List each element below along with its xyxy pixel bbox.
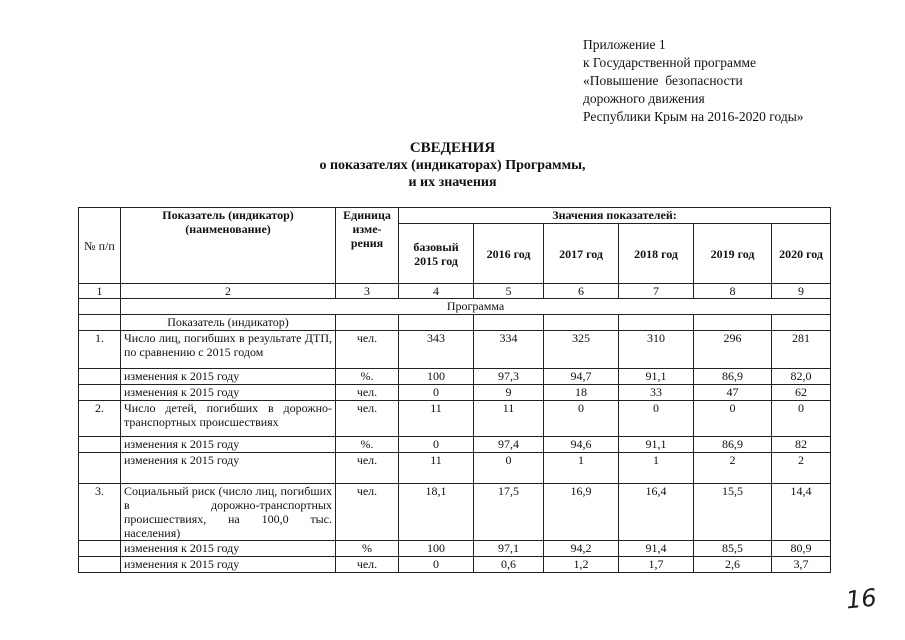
- header-year: 2019 год: [694, 224, 772, 284]
- value-cell: 0: [399, 557, 474, 573]
- value-cell: 16,9: [544, 484, 619, 541]
- value-cell: 100: [399, 541, 474, 557]
- value-cell: 11: [474, 401, 544, 437]
- header-year: 2018 год: [619, 224, 694, 284]
- header-year: 2016 год: [474, 224, 544, 284]
- value-cell: 11: [399, 453, 474, 484]
- col-number: 1: [79, 284, 121, 299]
- col-number: 4: [399, 284, 474, 299]
- appendix-line: дорожного движения: [583, 91, 705, 106]
- value-cell: 33: [619, 385, 694, 401]
- col-number: 2: [121, 284, 336, 299]
- indicator-label-row: [79, 315, 831, 331]
- value-cell: 100: [399, 369, 474, 385]
- row-number: 3.: [79, 484, 121, 541]
- indicator-name: Социальный риск (число лиц, погибших в дорожно-транспортных происшествиях, на 100,0 тыс. населения): [121, 484, 336, 541]
- title-line-1: СВЕДЕНИЯ: [409, 140, 496, 156]
- document-title: [0, 140, 905, 191]
- col-number: 7: [619, 284, 694, 299]
- header-num: № п/п: [79, 208, 121, 284]
- indicator-name: изменения к 2015 году: [121, 369, 336, 385]
- column-number-row: [79, 284, 831, 299]
- col-number: 9: [772, 284, 831, 299]
- indicator-name: изменения к 2015 году: [121, 385, 336, 401]
- value-cell: 11: [399, 401, 474, 437]
- appendix-line: Республики Крым на 2016-2020 годы»: [583, 109, 804, 124]
- row-number: [79, 453, 121, 484]
- value-cell: 91,1: [619, 437, 694, 453]
- appendix-line: «Повышение безопасности: [583, 73, 743, 88]
- unit-cell: чел.: [336, 401, 399, 437]
- unit-cell: %.: [336, 369, 399, 385]
- col-number: 3: [336, 284, 399, 299]
- value-cell: 14,4: [772, 484, 831, 541]
- col-number: 5: [474, 284, 544, 299]
- header-year: базовый 2015 год: [399, 224, 474, 284]
- indicator-name: Число лиц, погибших в результате ДТП, по сравнению с 2015 годом: [121, 331, 336, 369]
- header-year: 2020 год: [772, 224, 831, 284]
- value-cell: 0: [474, 453, 544, 484]
- value-cell: 86,9: [694, 369, 772, 385]
- value-cell: 18: [544, 385, 619, 401]
- value-cell: 94,2: [544, 541, 619, 557]
- row-number: [79, 369, 121, 385]
- value-cell: 62: [772, 385, 831, 401]
- value-cell: 0: [399, 437, 474, 453]
- value-cell: 0,6: [474, 557, 544, 573]
- unit-cell: чел.: [336, 385, 399, 401]
- value-cell: 91,4: [619, 541, 694, 557]
- value-cell: 310: [619, 331, 694, 369]
- value-cell: 97,1: [474, 541, 544, 557]
- value-cell: 3,7: [772, 557, 831, 573]
- value-cell: 85,5: [694, 541, 772, 557]
- header-values-group: Значения показателей:: [399, 208, 831, 224]
- program-row: [79, 299, 831, 315]
- indicator-name: изменения к 2015 году: [121, 541, 336, 557]
- value-cell: 325: [544, 331, 619, 369]
- empty-cell: [619, 315, 694, 331]
- value-cell: 1,7: [619, 557, 694, 573]
- table-row: [79, 484, 831, 541]
- table-row: [79, 437, 831, 453]
- value-cell: 0: [772, 401, 831, 437]
- table-row: [79, 557, 831, 573]
- row-number: [79, 385, 121, 401]
- value-cell: 47: [694, 385, 772, 401]
- table-row: [79, 385, 831, 401]
- row-number: [79, 557, 121, 573]
- indicator-name: изменения к 2015 году: [121, 557, 336, 573]
- col-number: 6: [544, 284, 619, 299]
- indicator-name: изменения к 2015 году: [121, 453, 336, 484]
- value-cell: 296: [694, 331, 772, 369]
- value-cell: 18,1: [399, 484, 474, 541]
- value-cell: 0: [544, 401, 619, 437]
- header-year: 2017 год: [544, 224, 619, 284]
- table-row: [79, 401, 831, 437]
- table-row: [79, 453, 831, 484]
- row-number: 2.: [79, 401, 121, 437]
- header-indicator: Показатель (индикатор) (наименование): [121, 208, 336, 284]
- value-cell: 91,1: [619, 369, 694, 385]
- value-cell: 1: [619, 453, 694, 484]
- appendix-note: [583, 36, 804, 126]
- unit-cell: чел.: [336, 484, 399, 541]
- indicators-table: [78, 207, 831, 573]
- value-cell: 15,5: [694, 484, 772, 541]
- value-cell: 0: [694, 401, 772, 437]
- value-cell: 94,7: [544, 369, 619, 385]
- header-unit: Единица изме- рения: [336, 208, 399, 284]
- value-cell: 343: [399, 331, 474, 369]
- empty-cell: [79, 299, 121, 315]
- row-number: [79, 541, 121, 557]
- indicator-label: Показатель (индикатор): [121, 315, 336, 331]
- appendix-line: Приложение 1: [583, 37, 666, 52]
- value-cell: 17,5: [474, 484, 544, 541]
- value-cell: 281: [772, 331, 831, 369]
- value-cell: 82: [772, 437, 831, 453]
- unit-cell: чел.: [336, 557, 399, 573]
- title-line-2: о показателях (индикаторах) Программы,: [319, 158, 586, 173]
- value-cell: 86,9: [694, 437, 772, 453]
- empty-cell: [399, 315, 474, 331]
- value-cell: 1: [544, 453, 619, 484]
- value-cell: 334: [474, 331, 544, 369]
- value-cell: 2: [772, 453, 831, 484]
- value-cell: 82,0: [772, 369, 831, 385]
- value-cell: 2: [694, 453, 772, 484]
- value-cell: 2,6: [694, 557, 772, 573]
- col-number: 8: [694, 284, 772, 299]
- program-label: Программа: [121, 299, 831, 315]
- empty-cell: [474, 315, 544, 331]
- unit-cell: чел.: [336, 331, 399, 369]
- table-row: [79, 331, 831, 369]
- empty-cell: [79, 315, 121, 331]
- value-cell: 0: [619, 401, 694, 437]
- value-cell: 0: [399, 385, 474, 401]
- table-row: [79, 541, 831, 557]
- row-number: [79, 437, 121, 453]
- page-number: 16: [844, 583, 878, 615]
- empty-cell: [336, 315, 399, 331]
- appendix-line: к Государственной программе: [583, 55, 757, 70]
- indicator-name: Число детей, погибших в дорожно-транспортных происшествиях: [121, 401, 336, 437]
- value-cell: 80,9: [772, 541, 831, 557]
- value-cell: 9: [474, 385, 544, 401]
- indicator-name: изменения к 2015 году: [121, 437, 336, 453]
- unit-cell: чел.: [336, 453, 399, 484]
- value-cell: 16,4: [619, 484, 694, 541]
- table-row: [79, 369, 831, 385]
- row-number: 1.: [79, 331, 121, 369]
- value-cell: 97,3: [474, 369, 544, 385]
- unit-cell: %: [336, 541, 399, 557]
- empty-cell: [694, 315, 772, 331]
- empty-cell: [772, 315, 831, 331]
- value-cell: 97,4: [474, 437, 544, 453]
- unit-cell: %.: [336, 437, 399, 453]
- value-cell: 94,6: [544, 437, 619, 453]
- title-line-3: и их значения: [408, 175, 497, 190]
- value-cell: 1,2: [544, 557, 619, 573]
- empty-cell: [544, 315, 619, 331]
